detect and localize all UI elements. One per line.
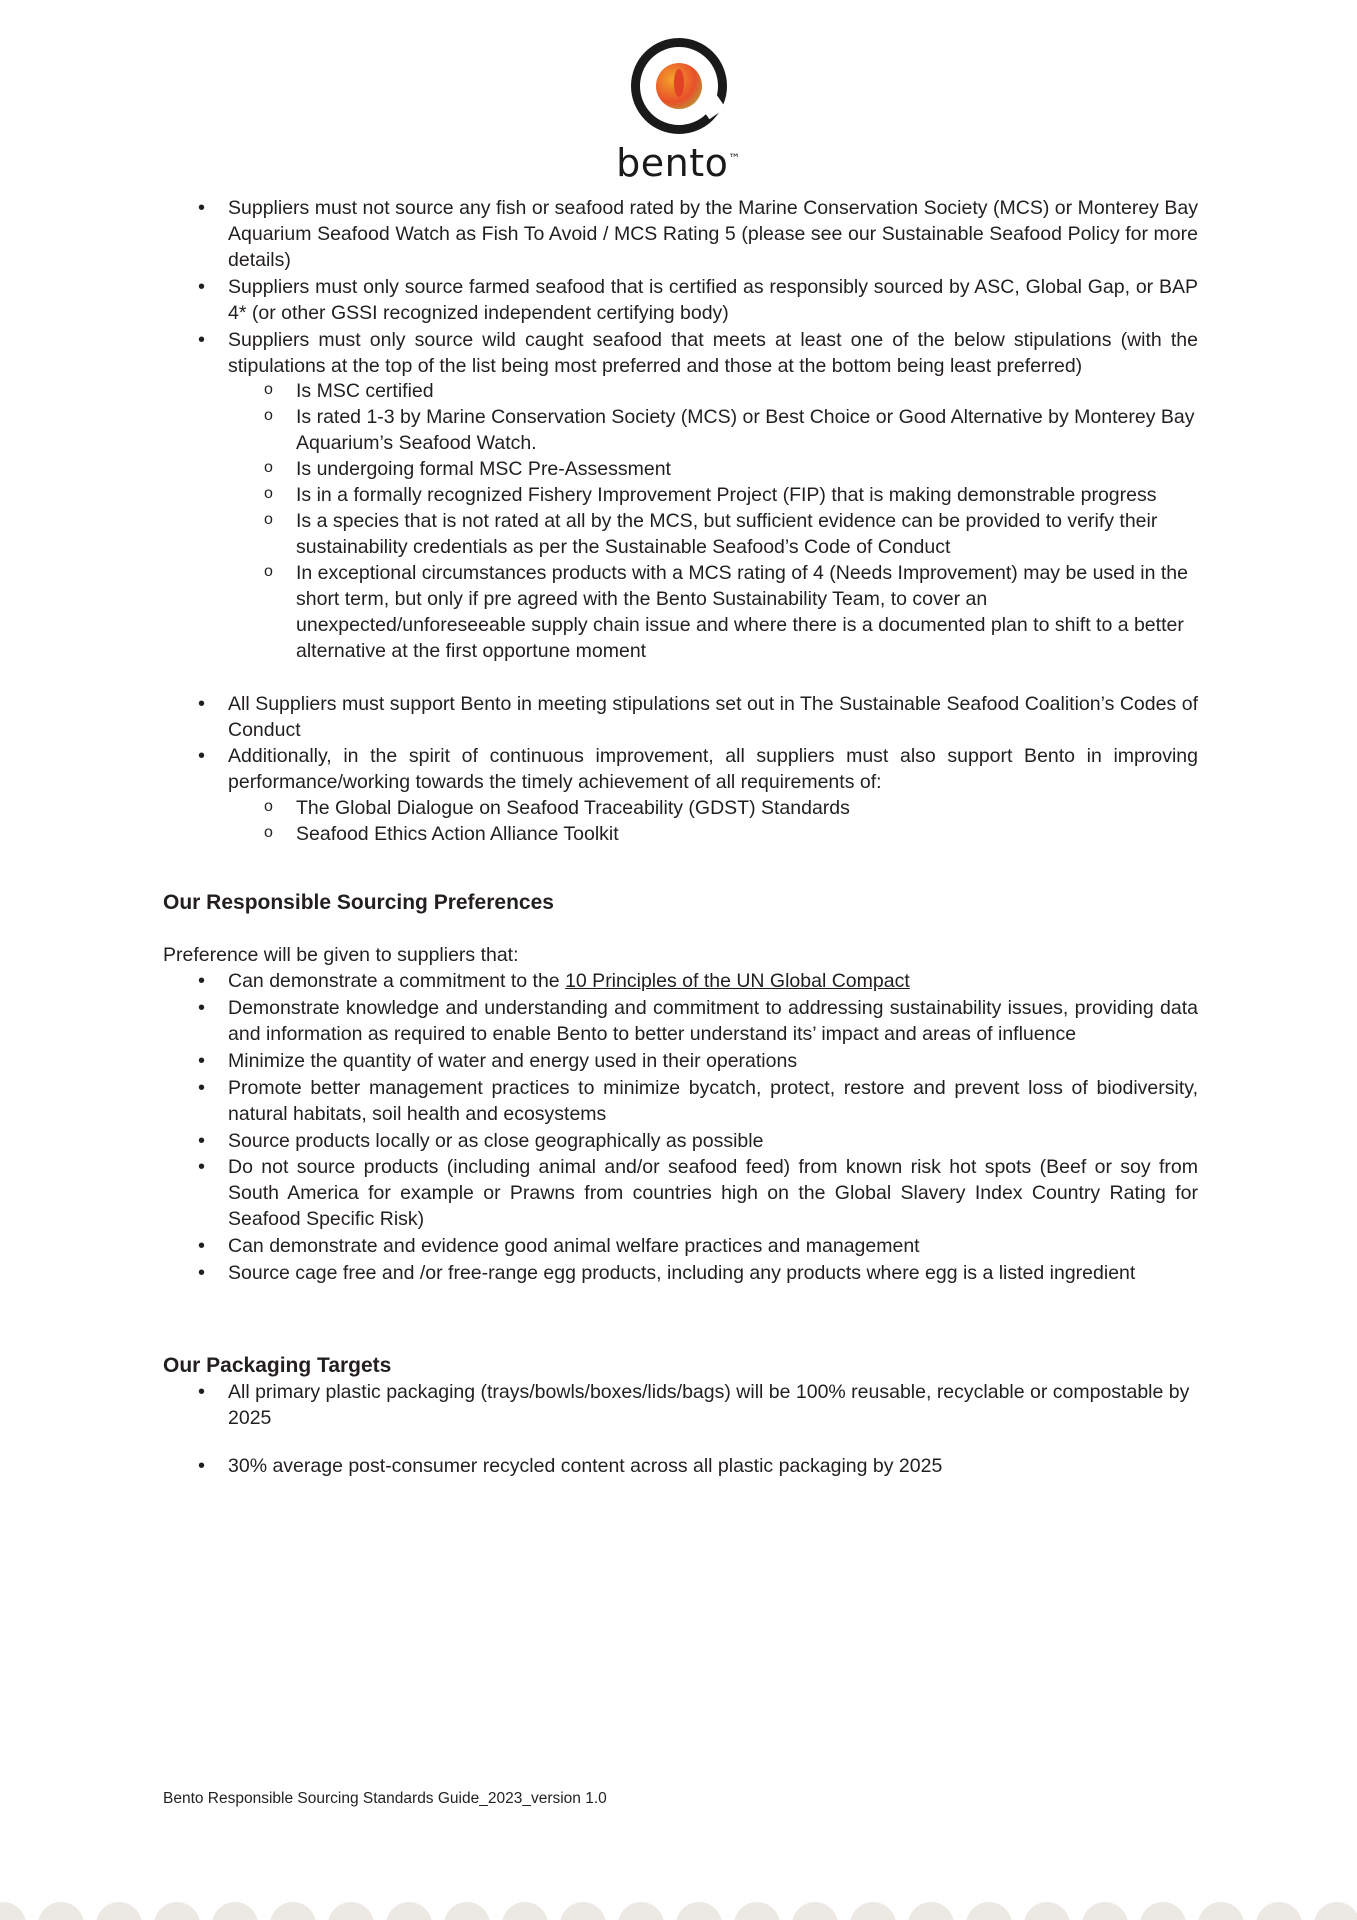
bullet-text: Source products locally or as close geographically as possible xyxy=(228,1129,764,1152)
list-item: o Seafood Ethics Action Alliance Toolkit xyxy=(296,822,1198,848)
preferences-intro: Preference will be given to suppliers that: xyxy=(163,944,519,967)
standards-list xyxy=(163,196,1198,665)
bullet-text: All primary plastic packaging (trays/bowls/boxes/lids/bags) will be 100% reusable, recyclable or compostable by 2025 xyxy=(228,1380,1190,1429)
list-item xyxy=(228,275,1198,327)
list-item xyxy=(228,1261,1198,1287)
list-item xyxy=(228,996,1198,1048)
bullet-text: Additionally, in the spirit of continuous improvement, all suppliers must also support Bento in improving performance/working towards the timely achievement of all requirements of: xyxy=(228,745,1198,794)
bento-circle-logo-icon xyxy=(631,38,727,134)
list-item xyxy=(228,1155,1198,1233)
list-item: o Is in a formally recognized Fishery Improvement Project (FIP) that is making demonstrable progress xyxy=(296,483,1198,509)
list-item xyxy=(228,1380,1198,1432)
spacer xyxy=(163,917,1198,943)
list-item xyxy=(228,744,1198,848)
preferences-list xyxy=(163,969,1198,1287)
bullet-text: Demonstrate knowledge and understanding and commitment to addressing sustainability issues, providing data and information as required to enable Bento to better understand its’ impact and areas of influence xyxy=(228,996,1198,1045)
list-item: o Is MSC certified xyxy=(296,379,1198,405)
bullet-text: 30% average post-consumer recycled content across all plastic packaging by 2025 xyxy=(228,1454,943,1477)
brand-name: bento xyxy=(616,141,729,185)
packaging-list xyxy=(163,1380,1198,1480)
standards-list-continued xyxy=(163,692,1198,849)
spacer xyxy=(163,1288,1198,1352)
bullet-text: Suppliers must only source wild caught seafood that meets at least one of the below stipulations (with the stipulations at the top of the list being most preferred and those at the bottom being least preferred) xyxy=(228,328,1198,377)
bullet-text: Can demonstrate and evidence good animal welfare practices and management xyxy=(228,1235,920,1258)
page-footer: Bento Responsible Sourcing Standards Guide_2023_version 1.0 xyxy=(163,1790,607,1807)
section-heading-packaging: Our Packaging Targets xyxy=(163,1354,392,1378)
list-item xyxy=(228,1049,1198,1075)
list-item xyxy=(228,969,1198,995)
document-body xyxy=(163,196,1198,1481)
bullet-text: Suppliers must only source farmed seafood that is certified as responsibly sourced by ASC, Global Gap, or BAP 4* (or other GSSI recognized independent certifying body) xyxy=(228,275,1198,324)
spacer xyxy=(163,849,1198,889)
list-item: o The Global Dialogue on Seafood Traceability (GDST) Standards xyxy=(296,796,1198,822)
list-item xyxy=(228,1129,1198,1155)
list-item xyxy=(228,1454,1198,1480)
bullet-text: Can demonstrate a commitment to the xyxy=(228,969,566,992)
section-heading-preferences: Our Responsible Sourcing Preferences xyxy=(163,891,554,915)
list-item: o In exceptional circumstances products with a MCS rating of 4 (Needs Improvement) may be used in the short term, but only if pre agreed with the Bento Sustainability Team, to cover an unexpected/unforeseeable supply chain issue and where there is a documented plan to shift to a better alternative at the first opportune moment xyxy=(296,561,1198,665)
list-item xyxy=(228,196,1198,274)
bullet-text: Suppliers must not source any fish or seafood rated by the Marine Conservation Society (MCS) or Monterey Bay Aquarium Seafood Watch as Fish To Avoid / MCS Rating 5 (please see our Sustainable Seafood Policy for more details) xyxy=(228,197,1198,271)
brand-logo xyxy=(0,38,1357,185)
requirements-sublist xyxy=(228,796,1198,848)
spacer xyxy=(163,666,1198,692)
bullet-text: Do not source products (including animal and/or seafood feed) from known risk hot spots (Beef or soy from South America for example or Prawns from countries high on the Global Slavery Index Country Rating for Seafood Specific Risk) xyxy=(228,1156,1198,1231)
bullet-text: Promote better management practices to minimize bycatch, protect, restore and prevent loss of biodiversity, natural habitats, soil health and ecosystems xyxy=(228,1076,1198,1125)
list-item xyxy=(228,328,1198,665)
list-item: o Is undergoing formal MSC Pre-Assessment xyxy=(296,457,1198,483)
bullet-text: Source cage free and /or free-range egg products, including any products where egg is a listed ingredient xyxy=(228,1262,1136,1285)
list-item xyxy=(228,1076,1198,1128)
bullet-text: All Suppliers must support Bento in meeting stipulations set out in The Sustainable Seafood Coalition’s Codes of Conduct xyxy=(228,692,1198,741)
bullet-text: Minimize the quantity of water and energy used in their operations xyxy=(228,1049,798,1072)
decorative-dots-band xyxy=(0,1878,1357,1920)
brand-wordmark xyxy=(616,141,741,185)
wild-caught-sublist xyxy=(228,379,1198,664)
dots-row xyxy=(0,1902,1357,1920)
list-item xyxy=(228,692,1198,744)
logo-flame-icon xyxy=(656,63,702,109)
brand-trademark: ™ xyxy=(728,151,741,166)
list-item: o Is rated 1-3 by Marine Conservation Society (MCS) or Best Choice or Good Alternative by Monterey Bay Aquarium’s Seafood Watch. xyxy=(296,405,1198,457)
list-item xyxy=(228,1234,1198,1260)
un-global-compact-link[interactable]: 10 Principles of the UN Global Compact xyxy=(565,969,910,992)
list-item: o Is a species that is not rated at all by the MCS, but sufficient evidence can be provided to verify their sustainability credentials as per the Sustainable Seafood’s Code of Conduct xyxy=(296,509,1198,561)
